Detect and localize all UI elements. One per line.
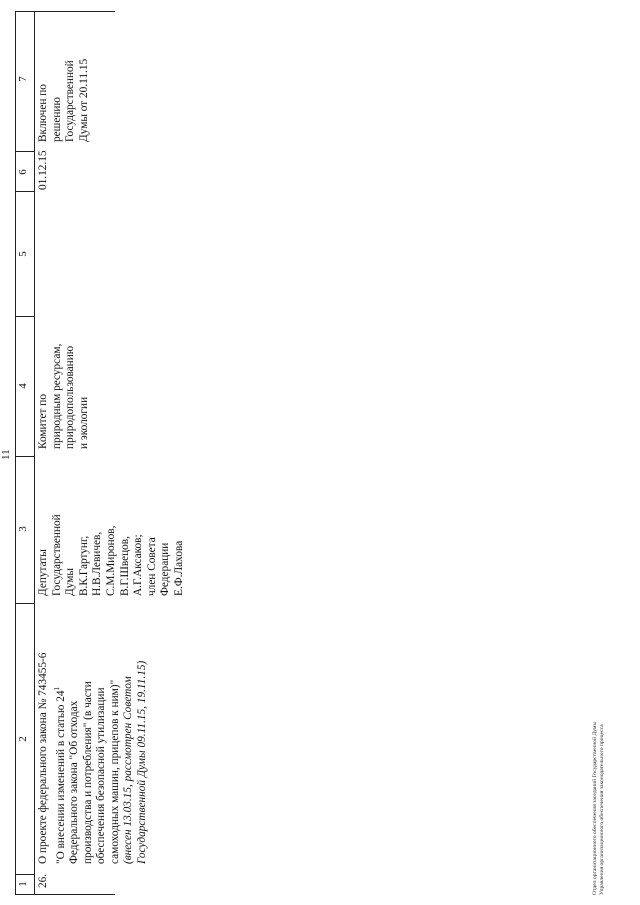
footer-line: Управления организационного обеспечения законодательного процесса — [599, 724, 605, 895]
initiator-line: Депутаты — [37, 549, 49, 596]
column-number-7: 7 — [17, 76, 29, 82]
initiator-line: А.Г.Аксаков; — [132, 534, 145, 596]
column-number-5: 5 — [17, 251, 29, 257]
date-cell: 01.12.15 — [37, 150, 49, 190]
note-line: Думы от 20.11.15 — [77, 58, 90, 142]
initiator-line: Федерации — [159, 542, 172, 596]
bill-title-line: О проекте федерального закона № 743455-6 — [37, 652, 49, 864]
column-divider — [15, 316, 35, 317]
initiator-line: член Совета — [145, 537, 158, 596]
note-cell — [37, 17, 91, 142]
initiator-line: В.Г.Швецов, — [118, 536, 131, 596]
column-number-4: 4 — [17, 383, 29, 389]
column-divider — [15, 151, 35, 152]
committee-line: природным ресурсам, — [50, 343, 63, 449]
bill-title-line: самоходных машин, прицепов к ним)" — [108, 679, 121, 864]
column-divider — [15, 191, 35, 192]
column-number-2: 2 — [17, 736, 29, 742]
initiator-line: Думы — [64, 568, 77, 596]
bill-title-line: обеспечения безопасной утилизации — [95, 687, 108, 864]
bill-title-line: Федерального закона "Об отходах — [67, 700, 80, 864]
bill-title-line: "О внесении изменений в статью $24^1$ — [52, 686, 67, 864]
agenda-table — [15, 11, 185, 895]
department-footer — [592, 722, 606, 895]
bill-title-cell — [37, 609, 150, 864]
note-line: Включен по — [37, 84, 49, 142]
bill-note-line: (внесен 13.03.15, рассмотрен Советом — [122, 676, 135, 864]
note-line: Государственной — [64, 60, 77, 142]
page-number: 11 — [0, 449, 12, 460]
initiators-cell — [37, 461, 187, 596]
initiator-line: Е.Ф.Лахова — [172, 540, 185, 596]
column-number-3: 3 — [17, 526, 29, 532]
note-line: решению — [50, 97, 63, 142]
footer-line: Отдел организационного обеспечения заседаний Государственной Думы — [592, 721, 598, 895]
bill-note-line: Государственной Думы 09.11.15, 19.11.15) — [135, 660, 148, 864]
committee-line: и экологии — [77, 396, 90, 449]
column-divider — [15, 456, 35, 457]
column-divider — [15, 603, 35, 604]
column-number-1: 1 — [17, 881, 29, 887]
initiator-line: В.К.Гартунг, — [77, 535, 90, 596]
column-header-row — [15, 12, 35, 894]
row-number: 26. — [37, 873, 49, 888]
committee-cell — [37, 319, 91, 449]
initiator-line: С.М.Миронов, — [104, 525, 117, 596]
committee-line: природопользованию — [64, 345, 77, 449]
committee-line: Комитет по — [37, 393, 49, 449]
column-number-6: 6 — [17, 169, 29, 175]
initiator-line: Н.В.Левичев, — [91, 531, 104, 596]
initiator-line: Государственной — [50, 514, 63, 596]
bill-title-line: производства и потребления" (в части — [81, 681, 94, 864]
